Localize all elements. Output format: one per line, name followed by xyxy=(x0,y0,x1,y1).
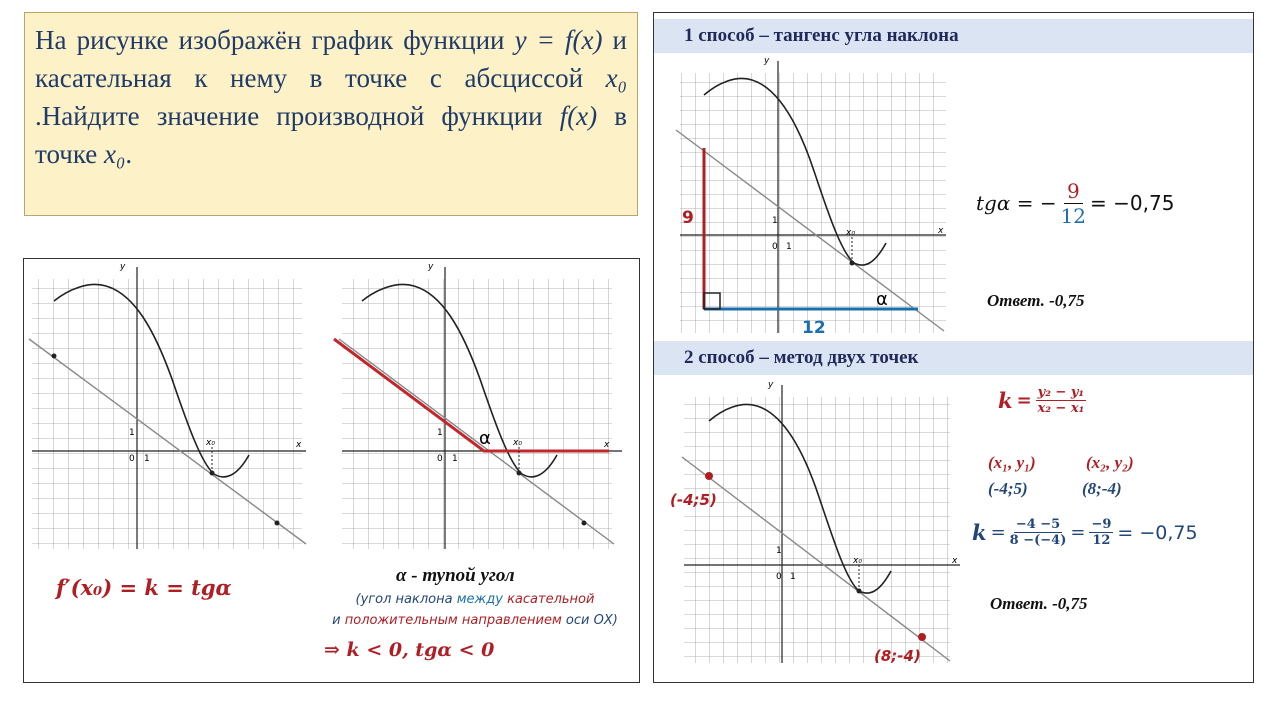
angle-note xyxy=(320,589,630,631)
m1-suffix: = −0,75 xyxy=(1090,191,1175,215)
x0-label-m1: x₀ xyxy=(846,228,855,238)
x0-label-1: x₀ xyxy=(206,438,215,448)
task-func-2: f(x) xyxy=(559,101,598,131)
task-text-5: . xyxy=(125,139,133,169)
calc-num2: −9 xyxy=(1091,517,1112,532)
calc-den2: 12 xyxy=(1092,533,1111,548)
y-label-m2: y xyxy=(768,380,774,390)
note-part-9: ) xyxy=(612,613,618,628)
derivative-formula: f′(x₀) = k = tgα xyxy=(56,575,232,600)
x-label-m2: x xyxy=(952,556,958,566)
tick1x-m2: 1 xyxy=(790,572,796,582)
calc-fraction-1 xyxy=(1010,517,1067,548)
tick1y-1: 1 xyxy=(129,428,135,438)
m1-fraction xyxy=(1061,179,1086,228)
right-panel xyxy=(653,12,1254,683)
y-label-m1: y xyxy=(764,56,770,66)
m1-prefix: tgα = − xyxy=(976,191,1057,215)
method2-header: 2 способ – метод двух точек xyxy=(654,341,1253,375)
pt-value-1: (-4;5) xyxy=(988,479,1028,498)
graph-1 xyxy=(29,262,306,549)
calc-fraction-2 xyxy=(1089,517,1113,548)
point-b-2 xyxy=(582,521,587,526)
x-label-1: x xyxy=(296,440,302,450)
pt-label-1: (x₁, y₁) xyxy=(988,453,1036,472)
pt-value-2: (8;-4) xyxy=(1082,479,1122,498)
x0-label-m2: x₀ xyxy=(853,556,862,566)
calc-result: = −0,75 xyxy=(1117,521,1198,544)
k-calc-symbol: k xyxy=(972,520,987,545)
tick1x-2: 1 xyxy=(452,454,458,464)
leg-v-label: 9 xyxy=(682,208,694,228)
answer-2: Ответ. -0,75 xyxy=(990,594,1088,613)
tick0-2: 0 xyxy=(437,454,443,464)
note-part-4: касательной xyxy=(507,592,595,607)
tick1y-2: 1 xyxy=(437,428,443,438)
task-text-3: .Найдите значение производной функции xyxy=(35,101,560,131)
method1-graph xyxy=(676,56,946,338)
grid-m2 xyxy=(684,397,950,663)
note-part-6: положительным направлением xyxy=(344,613,562,628)
left-panel xyxy=(23,258,640,683)
note-part-8: оси ОХ xyxy=(565,613,613,628)
task-text-2: и касательная к нему в точке с абсциссой xyxy=(35,25,628,93)
task-text-4: в точке xyxy=(35,101,627,169)
task-x0: x₀ xyxy=(605,63,627,93)
tick1y-m1: 1 xyxy=(772,216,778,226)
m1-den: 12 xyxy=(1060,203,1087,228)
right-graphs xyxy=(654,13,1253,682)
x-label-2: x xyxy=(604,440,610,450)
grid-1 xyxy=(32,279,302,549)
method1-header: 1 способ – тангенс угла наклона xyxy=(654,19,1253,53)
graph-2 xyxy=(334,262,622,549)
point-a-m2 xyxy=(705,472,713,480)
grid-2 xyxy=(342,279,612,549)
k-num: y₂ − y₁ xyxy=(1037,385,1085,400)
k-symbol: k xyxy=(998,388,1013,413)
tick1x-m1: 1 xyxy=(786,242,792,252)
tick1y-m2: 1 xyxy=(776,546,782,556)
tick0-m1: 0 xyxy=(772,242,778,252)
conclusion: ⇒ k < 0, tgα < 0 xyxy=(324,639,495,661)
point-b-label: (8;-4) xyxy=(874,647,921,665)
note-part-2: между xyxy=(456,592,503,607)
y-label-2: y xyxy=(428,262,434,272)
method1-formula xyxy=(976,173,1174,233)
point-a-label: (-4;5) xyxy=(670,491,717,509)
task-x0-2: x₀ xyxy=(104,139,126,169)
y-label-1: y xyxy=(120,262,126,272)
note-part-1: (угол наклона xyxy=(355,592,457,607)
point-a-1 xyxy=(52,354,57,359)
angle-title: α - тупой угол xyxy=(396,565,515,586)
tick0-1: 0 xyxy=(129,454,135,464)
point-b-m2 xyxy=(918,633,926,641)
k-formula: k = $\frac{\text{y₂ − y₁}}{\text{x₂ − x₁}}$ xyxy=(998,385,1085,416)
k-den: x₂ − x₁ xyxy=(1037,401,1085,416)
tick0-m2: 0 xyxy=(776,572,782,582)
point-b-1 xyxy=(275,521,280,526)
task-statement xyxy=(24,12,638,216)
calc-den: 8 −(−4) xyxy=(1009,533,1067,548)
task-text-1: На рисунке изображён график функции xyxy=(35,25,515,55)
k-calculation: k = $\frac{-4 -5}{8 -(-4)}$ = $\frac{-9}{12}$ = −0,75 xyxy=(972,517,1198,548)
answer-1: Ответ. -0,75 xyxy=(987,291,1085,310)
leg-h-label: 12 xyxy=(802,318,826,338)
x0-label-2: x₀ xyxy=(513,438,522,448)
tick1x-1: 1 xyxy=(144,454,150,464)
x-label-m1: x xyxy=(938,226,944,236)
alpha-label-left: α xyxy=(479,428,491,449)
method2-graph xyxy=(670,380,960,665)
task-func: y = f(x) xyxy=(514,25,603,55)
pt-label-2: (x₂, y₂) xyxy=(1086,453,1134,472)
alpha-label-right: α xyxy=(876,289,888,310)
k-fraction xyxy=(1036,385,1086,416)
m1-num: 9 xyxy=(1064,179,1083,204)
note-part-5: и xyxy=(332,613,345,628)
calc-num: −4 −5 xyxy=(1015,517,1061,532)
